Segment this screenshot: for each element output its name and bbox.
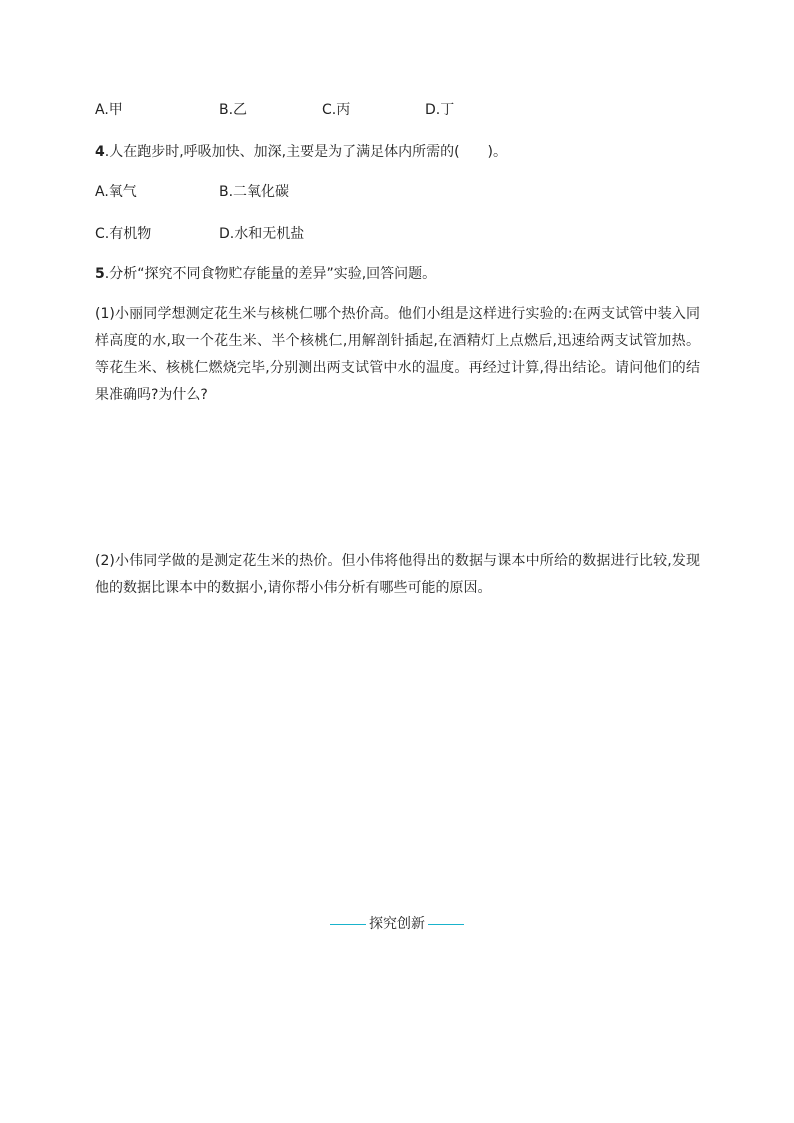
section-divider [330,914,464,934]
q4-option-a: A.氧气 [95,184,137,200]
q5-part2: (2)小伟同学做的是测定花生米的热价。但小伟将他得出的数据与课本中所给的数据进行比较,发现他的数据比课本中的数据小,请你帮小伟分析有哪些可能的原因。 [95,553,700,596]
q5-part1: (1)小丽同学想测定花生米与核桃仁哪个热价高。他们小组是这样进行实验的:在两支试管中装入同样高度的水,取一个花生米、半个核桃仁,用解剖针插起,在酒精灯上点燃后,迅速给两支试管加热。等花生米、核桃仁燃烧完毕,分别测出两支试管中水的温度。再经过计算,得出结论。请问他们的结果准确吗?为什么? [95,306,700,403]
q4-stem [95,142,507,162]
q4-text: .人在跑步时,呼吸加快、加深,主要是为了满足体内所需的( )。 [104,144,508,160]
divider-rule-right [428,924,464,925]
q3-option-c: C.丙 [322,102,351,118]
section-title: 探究创新 [369,916,425,932]
q3-option-a: A.甲 [95,102,123,118]
q4-number: 4 [95,144,105,160]
q5-number: 5 [95,266,105,282]
q4-option-b: B.二氧化碳 [219,184,290,200]
q4-option-d: D.水和无机盐 [219,226,305,242]
q3-option-b: B.乙 [219,102,248,118]
q4-option-c: C.有机物 [95,226,152,242]
q5-text: .分析“探究不同食物贮存能量的差异”实验,回答问题。 [104,266,437,282]
q5-stem [95,264,436,284]
q3-option-d: D.丁 [425,102,455,118]
divider-rule-left [330,924,366,925]
